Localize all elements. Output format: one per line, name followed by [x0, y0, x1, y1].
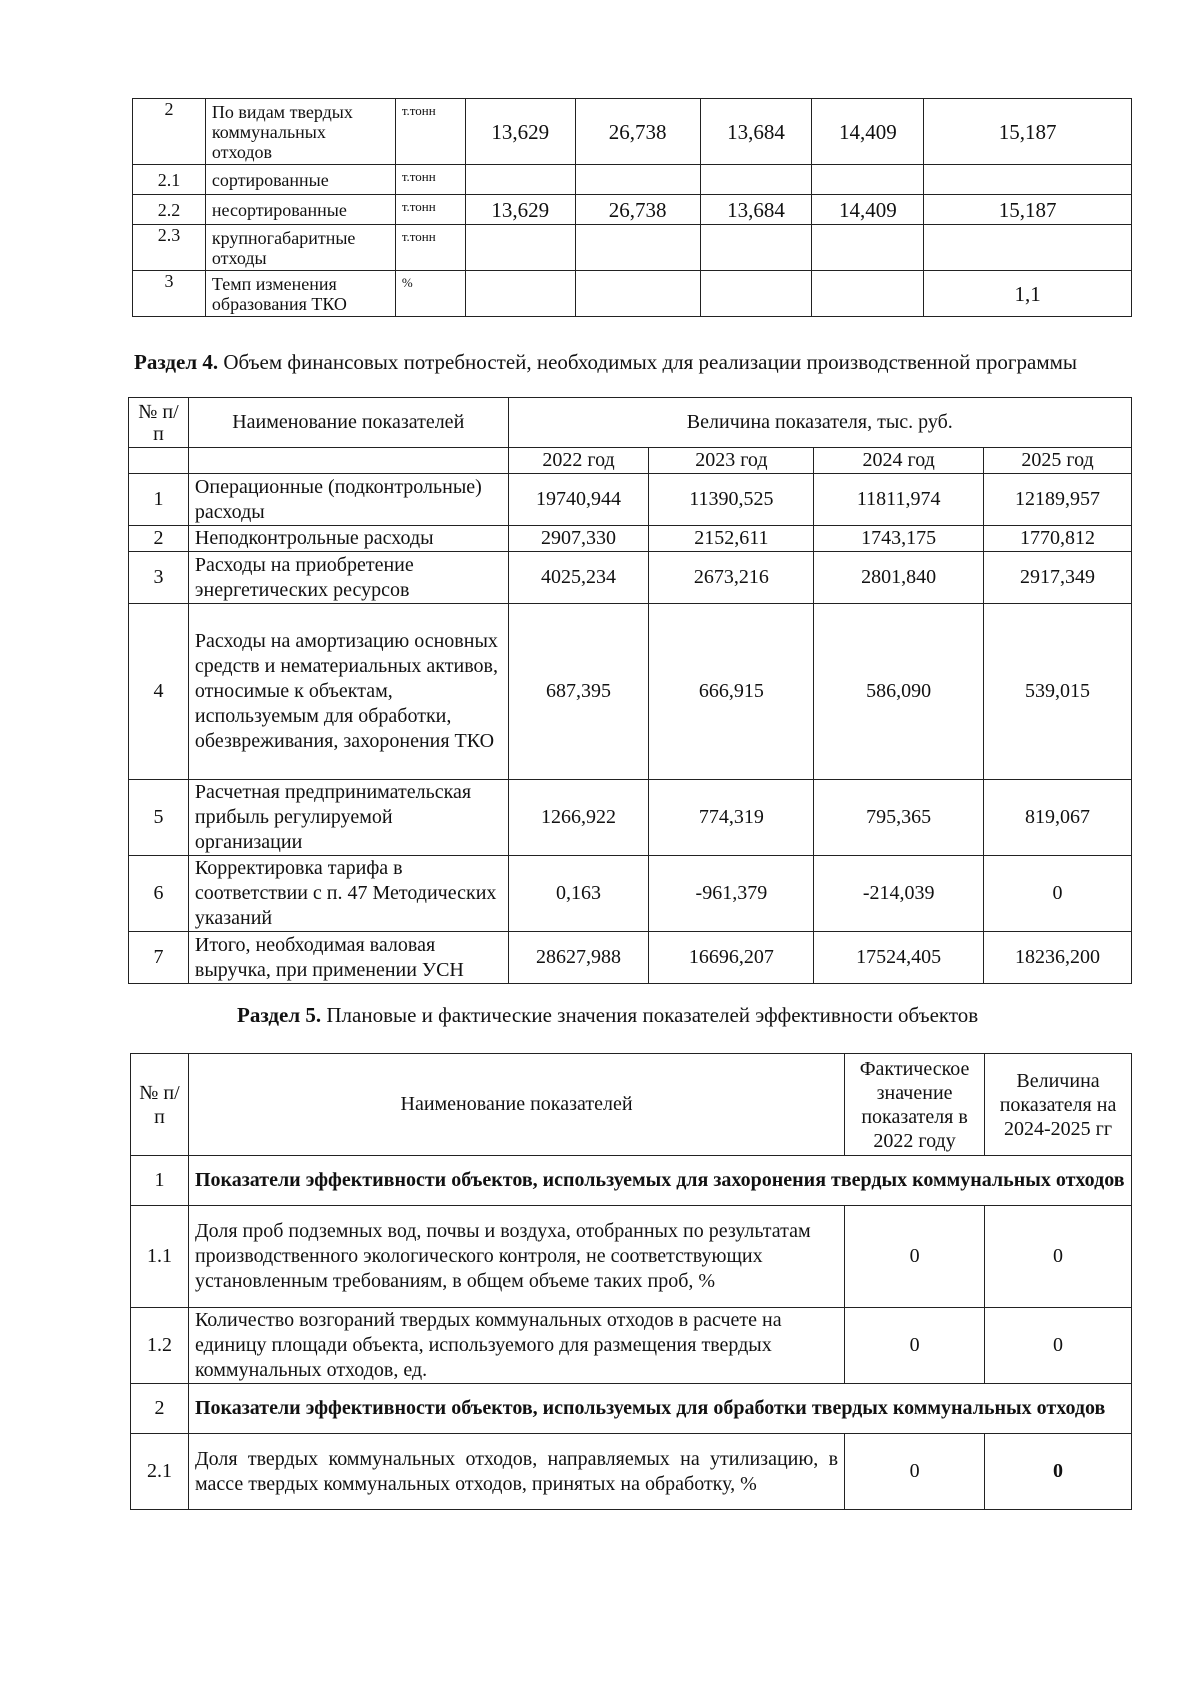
value-cell: 774,319: [649, 780, 814, 856]
value-cell: [700, 225, 812, 271]
value-cell: 14,409: [812, 195, 924, 225]
value-cell: 795,365: [814, 780, 984, 856]
value-cell: 16696,207: [649, 932, 814, 984]
row-number: 1.1: [131, 1206, 189, 1308]
section-title: Объем финансовых потребностей, необходимых для реализации производственной программы: [223, 350, 1078, 374]
value-cell: [575, 165, 700, 195]
row-unit: т.тонн: [395, 99, 465, 165]
value-cell: 819,067: [984, 780, 1132, 856]
value-cell: 666,915: [649, 604, 814, 780]
group-title: Показатели эффективности объектов, используемых для захоронения твердых коммунальных отходов: [188, 1156, 1131, 1206]
value-cell: [575, 225, 700, 271]
section-label: Раздел 5.: [237, 1003, 322, 1027]
value-cell: [812, 271, 924, 317]
row-number: 3: [133, 271, 206, 317]
row-name: Доля проб подземных вод, почвы и воздуха, отобранных по результатам производственного экологического контроля, не соответствующих установленным требованиям, в общем объеме таких проб, %: [188, 1206, 844, 1308]
column-header-number: № п/п: [131, 1054, 189, 1156]
row-number: 2.2: [133, 195, 206, 225]
value-cell: 13,629: [465, 99, 575, 165]
row-number: 2.1: [131, 1434, 189, 1510]
row-unit: т.тонн: [395, 195, 465, 225]
row-number: 2.1: [133, 165, 206, 195]
section-title: Плановые и фактические значения показателей эффективности объектов: [326, 1003, 979, 1027]
column-header-name: Наименование показателей: [188, 398, 508, 448]
section-5-heading: [237, 1003, 978, 1028]
fact-value: 0: [845, 1434, 985, 1510]
row-name: Неподконтрольные расходы: [188, 526, 508, 552]
row-number: 1.2: [131, 1308, 189, 1384]
value-cell: 2907,330: [508, 526, 649, 552]
row-number: 7: [129, 932, 189, 984]
value-cell: 28627,988: [508, 932, 649, 984]
column-header-fact: Фактическое значение показателя в 2022 году: [845, 1054, 985, 1156]
value-cell: [700, 165, 812, 195]
column-header-value: Величина показателя, тыс. руб.: [508, 398, 1131, 448]
value-cell: 1743,175: [814, 526, 984, 552]
row-number: 4: [129, 604, 189, 780]
waste-volume-table: [132, 98, 1132, 317]
value-cell: 11390,525: [649, 474, 814, 526]
row-number: 3: [129, 552, 189, 604]
row-name: Операционные (подконтрольные) расходы: [188, 474, 508, 526]
value-cell: [812, 165, 924, 195]
empty-cell: [188, 448, 508, 474]
table-row: [129, 526, 1132, 552]
fact-value: 0: [845, 1206, 985, 1308]
table-row: [129, 474, 1132, 526]
row-name: крупногабаритные отходы: [205, 225, 395, 271]
table-row: [131, 1206, 1132, 1308]
value-cell: 18236,200: [984, 932, 1132, 984]
section-label: Раздел 4.: [134, 350, 219, 374]
row-number: 2: [129, 526, 189, 552]
row-name: Расчетная предпринимательская прибыль регулируемой организации: [188, 780, 508, 856]
value-cell: 13,629: [465, 195, 575, 225]
table-row: [131, 1434, 1132, 1510]
table-row: [129, 604, 1132, 780]
column-header-number: № п/п: [129, 398, 189, 448]
table-row: [133, 271, 1132, 317]
row-name: Расходы на приобретение энергетических ресурсов: [188, 552, 508, 604]
plan-value: 0: [985, 1434, 1132, 1510]
year-header: 2025 год: [984, 448, 1132, 474]
row-number: 1: [129, 474, 189, 526]
value-cell: 15,187: [924, 99, 1132, 165]
table-group-row: [131, 1156, 1132, 1206]
value-cell: 539,015: [984, 604, 1132, 780]
row-name: Количество возгораний твердых коммунальных отходов в расчете на единицу площади объекта, используемого для размещения твердых коммунальных отходов, ед.: [188, 1308, 844, 1384]
row-name: сортированные: [205, 165, 395, 195]
row-number: 1: [131, 1156, 189, 1206]
empty-cell: [129, 448, 189, 474]
value-cell: -961,379: [649, 856, 814, 932]
table-row: [133, 225, 1132, 271]
value-cell: 1266,922: [508, 780, 649, 856]
row-name: По видам твердых коммунальных отходов: [205, 99, 395, 165]
year-header: 2024 год: [814, 448, 984, 474]
row-name: Итого, необходимая валовая выручка, при применении УСН: [188, 932, 508, 984]
row-name: Доля твердых коммунальных отходов, направляемых на утилизацию, в массе твердых коммунальных отходов, принятых на обработку, %: [188, 1434, 844, 1510]
value-cell: 13,684: [700, 195, 812, 225]
value-cell: [465, 165, 575, 195]
efficiency-indicators-table: [130, 1053, 1132, 1510]
year-header: 2022 год: [508, 448, 649, 474]
row-name: Темп изменения образования ТКО: [205, 271, 395, 317]
value-cell: [924, 165, 1132, 195]
value-cell: 0: [984, 856, 1132, 932]
value-cell: 11811,974: [814, 474, 984, 526]
value-cell: 586,090: [814, 604, 984, 780]
table-row: [129, 932, 1132, 984]
value-cell: [700, 271, 812, 317]
value-cell: 17524,405: [814, 932, 984, 984]
value-cell: -214,039: [814, 856, 984, 932]
plan-value: 0: [985, 1206, 1132, 1308]
value-cell: 1770,812: [984, 526, 1132, 552]
value-cell: 14,409: [812, 99, 924, 165]
value-cell: 0,163: [508, 856, 649, 932]
table-row: [133, 99, 1132, 165]
value-cell: 4025,234: [508, 552, 649, 604]
column-header-name: Наименование показателей: [188, 1054, 844, 1156]
table-header-row: [129, 448, 1132, 474]
group-title: Показатели эффективности объектов, используемых для обработки твердых коммунальных отходов: [188, 1384, 1131, 1434]
row-number: 6: [129, 856, 189, 932]
table-row: [133, 165, 1132, 195]
value-cell: [465, 271, 575, 317]
value-cell: [465, 225, 575, 271]
value-cell: 12189,957: [984, 474, 1132, 526]
table-header-row: [129, 398, 1132, 448]
column-header-plan: Величина показателя на 2024-2025 гг: [985, 1054, 1132, 1156]
value-cell: 15,187: [924, 195, 1132, 225]
row-unit: %: [395, 271, 465, 317]
value-cell: 26,738: [575, 195, 700, 225]
value-cell: 19740,944: [508, 474, 649, 526]
value-cell: [924, 225, 1132, 271]
row-number: 2: [131, 1384, 189, 1434]
fact-value: 0: [845, 1308, 985, 1384]
year-header: 2023 год: [649, 448, 814, 474]
value-cell: 13,684: [700, 99, 812, 165]
financial-needs-table: [128, 397, 1132, 984]
row-name: Корректировка тарифа в соответствии с п. 47 Методических указаний: [188, 856, 508, 932]
value-cell: 1,1: [924, 271, 1132, 317]
section-4-heading: [134, 350, 1077, 375]
table-row: [129, 780, 1132, 856]
value-cell: 26,738: [575, 99, 700, 165]
value-cell: 2801,840: [814, 552, 984, 604]
table-row: [129, 552, 1132, 604]
value-cell: 2917,349: [984, 552, 1132, 604]
value-cell: 2673,216: [649, 552, 814, 604]
table-row: [133, 195, 1132, 225]
value-cell: [812, 225, 924, 271]
value-cell: 687,395: [508, 604, 649, 780]
table-header-row: [131, 1054, 1132, 1156]
row-number: 2.3: [133, 225, 206, 271]
row-number: 5: [129, 780, 189, 856]
row-name: Расходы на амортизацию основных средств и нематериальных активов, относимые к объектам, используемым для обработки, обезвреживания, захоронения ТКО: [188, 604, 508, 780]
row-number: 2: [133, 99, 206, 165]
row-name: несортированные: [205, 195, 395, 225]
value-cell: 2152,611: [649, 526, 814, 552]
table-row: [131, 1308, 1132, 1384]
table-row: [129, 856, 1132, 932]
table-group-row: [131, 1384, 1132, 1434]
value-cell: [575, 271, 700, 317]
row-unit: т.тонн: [395, 225, 465, 271]
plan-value: 0: [985, 1308, 1132, 1384]
row-unit: т.тонн: [395, 165, 465, 195]
